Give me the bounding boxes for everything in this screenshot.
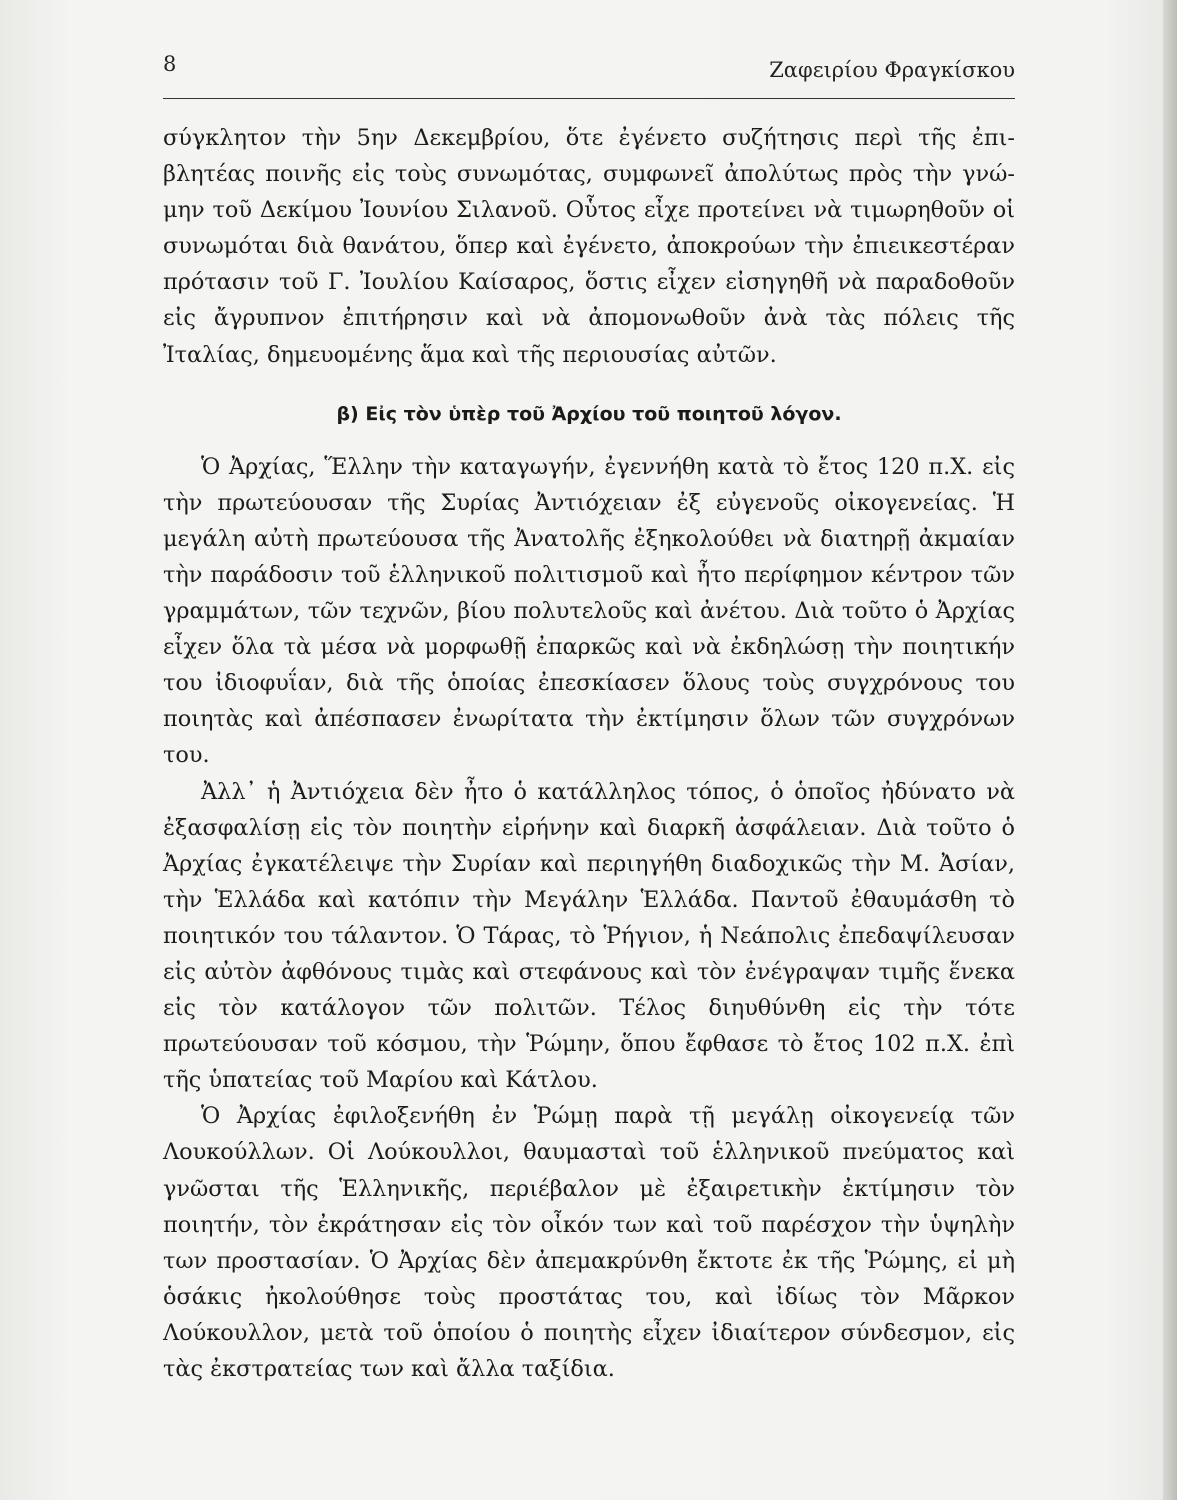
paragraph-archias-rome: Ὁ Ἀρχίας ἐφιλοξενήθη ἐν Ῥώμῃ παρὰ τῇ μεγάλῃ οἰκογενείᾳ τῶν Λουκούλλων. Οἱ Λούκουλλοι, θαυμασταὶ τοῦ ἑλληνικοῦ πνεύματος καὶ γνῶσται τῆς Ἑλληνικῆς, περιέβαλον μὲ ἐξαιρετικὴν ἐκτίμησιν τὸν ποιητήν, τὸν ἐκράτησαν εἰς τὸν οἶκόν των καὶ τοῦ παρέσχον τὴν ὑψηλὴν των προστασίαν. Ὁ Ἀρχίας δὲν ἀπεμακρύνθη ἔκτοτε ἐκ τῆς Ῥώμης, εἰ μὴ ὁσάκις ἠκολούθησε τοὺς προστάτας του, καὶ ἰδίως τὸν Μᾶρκον Λούκουλλον, μετὰ τοῦ ὁποίου ὁ ποιητὴς εἶχεν ἰδιαίτερον σύνδεσμον, εἰς τὰς ἐκστρατείας των καὶ ἄλλα ταξίδια. [163,1103,1015,1382]
section-heading: β) Εἰς τὸν ὑπὲρ τοῦ Ἀρχίου τοῦ ποιητοῦ λόγον. [336,402,842,425]
page-number: 8 [163,52,177,76]
paragraph-archias-origin: Ὁ Ἀρχίας, Ἕλλην τὴν καταγωγήν, ἐγεννήθη κατὰ τὸ ἔτος 120 π.Χ. εἰς τὴν πρωτεύουσαν τῆς Συρίας Ἀντιόχειαν ἐξ εὐγενοῦς οἰκογενείας. Ἡ μεγάλη αὐτὴ πρωτεύουσα τῆς Ἀνατολῆς ἐξηκολούθει νὰ διατηρῇ ἀκμαίαν τὴν παράδοσιν τοῦ ἑλληνικοῦ πολιτισμοῦ καὶ ἦτο περίφημον κέντρον τῶν γραμμάτων, τῶν τεχνῶν, βίου πολυτελοῦς καὶ ἀνέτου. Διὰ τοῦτο ὁ Ἀρχίας εἶχεν ὅλα τὰ μέσα νὰ μορφωθῇ ἐπαρκῶς καὶ νὰ ἐκδηλώσῃ τὴν ποιητικήν του ἰδιοφυΐαν, διὰ τῆς ὁποίας ἐπεσκίασεν ὅλους τοὺς συγχρόνους του ποιητὰς καὶ ἀπέσπασεν ἐνωρίτατα τὴν ἐκτίμησιν ὅλων τῶν συγχρόνων του. [163,453,1015,769]
body-text [163,120,1015,1387]
paragraph-continuation: σύγκλητον τὴν 5ην Δεκεμβρίου, ὅτε ἐγένετο συζήτησις περὶ τῆς ἐπιβλητέας ποινῆς εἰς τοὺς συνωμότας, συμφωνεῖ ἀπολύτως πρὸς τὴν γνώμην τοῦ Δεκίμου Ἰουνίου Σιλανοῦ. Οὗτος εἶχε προτείνει νὰ τιμωρηθοῦν οἱ συνωμόται διὰ θανάτου, ὅπερ καὶ ἐγένετο, ἀποκρούων τὴν ἐπιεικεστέραν πρότασιν τοῦ Γ. Ἰουλίου Καίσαρος, ὅστις εἶχεν εἰσηγηθῆ νὰ παραδοθοῦν εἰς ἄγρυπνον ἐπιτήρησιν καὶ νὰ ἀπομονωθοῦν ἀνὰ τὰς πόλεις τῆς Ἰταλίας, δημευομένης ἅμα καὶ τῆς περιουσίας αὐτῶν. [163,125,1015,368]
paragraph-archias-travels: Ἀλλ᾽ ἡ Ἀντιόχεια δὲν ἦτο ὁ κατάλληλος τόπος, ὁ ὁποῖος ἠδύνατο νὰ ἐξασφαλίσῃ εἰς τὸν ποιητὴν εἰρήνην καὶ διαρκῆ ἀσφάλειαν. Διὰ τοῦτο ὁ Ἀρχίας ἐγκατέλειψε τὴν Συρίαν καὶ περιηγήθη διαδοχικῶς τὴν Μ. Ἀσίαν, τὴν Ἑλλάδα καὶ κατόπιν τὴν Μεγάλην Ἑλλάδα. Παντοῦ ἐθαυμάσθη τὸ ποιητικόν του τάλαντον. Ὁ Τάρας, τὸ Ῥήγιον, ἡ Νεάπολις ἐπεδαψίλευσαν εἰς αὐτὸν ἀφθόνους τιμὰς καὶ στεφάνους καὶ τὸν ἐνέγραψαν τιμῆς ἕνεκα εἰς τὸν κατάλογον τῶν πολιτῶν. Τέλος διηυθύνθη εἰς τὴν τότε πρωτεύουσαν τοῦ κόσμου, τὴν Ῥώμην, ὅπου ἔφθασε τὸ ἔτος 102 π.Χ. ἐπὶ τῆς ὑπατείας τοῦ Μαρίου καὶ Κάτλου. [163,778,1015,1094]
running-title: Ζαφειρίου Φραγκίσκου [769,58,1015,82]
page-edge-shadow [1163,0,1177,1500]
page-header [163,52,1015,99]
